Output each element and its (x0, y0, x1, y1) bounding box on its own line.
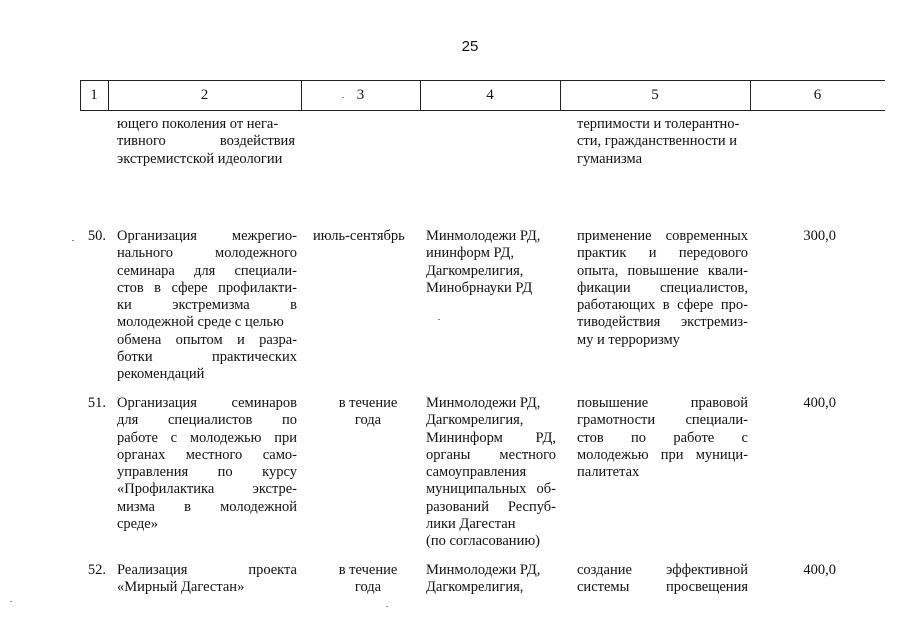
scan-speck (438, 319, 440, 320)
text-line: ки экстремизма в (117, 297, 297, 314)
event-period (313, 228, 413, 245)
text-line: ющего поколения от нега- (117, 116, 279, 132)
text-line: Минмолодежи РД, (426, 562, 541, 578)
row-number: 50. (87, 228, 106, 244)
text-line: палитетах (577, 464, 640, 481)
text-line: экстремистской идеологии (117, 150, 283, 167)
text-line: семинара для специали- (117, 262, 297, 279)
column-header-6: 6 (813, 87, 822, 103)
continuation-description (117, 116, 295, 168)
row-number: 51. (87, 395, 106, 411)
text-line: самоуправления (426, 464, 527, 481)
text-line: стов в сфере профилакти- (117, 279, 297, 296)
text-line: повышение правовой (577, 395, 748, 411)
text-line: Минмолодежи РД, (426, 228, 541, 244)
funding-amount: 400,0 (803, 562, 836, 578)
scan-speck (342, 97, 344, 98)
text-line: Дагкомрелигия, (426, 412, 524, 429)
text-line: рекомендаций (117, 366, 205, 383)
text-line: Реализация проекта (117, 562, 297, 578)
responsible-bodies (426, 562, 556, 597)
event-description (117, 395, 297, 533)
text-line: Организация межрегио- (117, 228, 297, 244)
text-line: года (354, 579, 382, 596)
funding-amount: 300,0 (803, 228, 836, 244)
text-line: стов по работе с (577, 429, 748, 446)
text-line: создание эффективной (577, 562, 748, 578)
text-line: молодежью при муници- (577, 446, 748, 463)
text-line: обмена опытом и разра- (117, 331, 297, 348)
text-line: применение современных (577, 228, 748, 244)
text-line: года (354, 412, 382, 429)
text-line: среде» (117, 516, 158, 533)
text-line: тивного воздействия (117, 133, 295, 150)
text-line: тиводействия экстремиз- (577, 314, 748, 331)
text-line: лики Дагестан (426, 516, 516, 533)
continuation-result (577, 116, 748, 168)
text-line: «Мирный Дагестан» (117, 579, 245, 596)
text-line: грамотности специали- (577, 412, 748, 429)
text-line: ининформ РД, (426, 245, 515, 262)
responsible-bodies (426, 395, 556, 551)
text-line: Минмолодежи РД, (426, 395, 541, 411)
text-line: июль-сентябрь (313, 228, 405, 244)
text-line: молодежной среде с целью (117, 314, 284, 331)
text-line: Минобрнауки РД (426, 279, 533, 296)
text-line: Дагкомрелигия, (426, 262, 524, 279)
text-line: для специалистов по (117, 412, 297, 429)
text-line: гуманизма (577, 150, 643, 167)
text-line: системы просвещения (577, 579, 748, 596)
text-line: Дагкомрелигия, (426, 579, 524, 596)
event-period (313, 395, 423, 430)
scan-speck (10, 601, 12, 602)
column-header-5: 5 (651, 87, 659, 103)
column-header-3: 3 (356, 87, 365, 103)
text-line: органах местного само- (117, 446, 297, 463)
text-line: управления по курсу (117, 464, 297, 481)
expected-result (577, 562, 748, 597)
text-line: разований Респуб- (426, 498, 556, 515)
funding-amount: 400,0 (803, 395, 836, 411)
text-line: работающих в сфере про- (577, 297, 748, 314)
text-line: фикации специалистов, (577, 279, 748, 296)
event-description (117, 562, 297, 597)
text-line: терпимости и толерантно- (577, 116, 740, 132)
table-header-row (80, 80, 885, 111)
text-line: опыта, повышение квали- (577, 262, 748, 279)
text-line: работе с молодежью при (117, 429, 297, 446)
text-line: «Профилактика экстре- (117, 481, 297, 498)
row-number: 52. (87, 562, 106, 578)
text-line: ботки практических (117, 349, 297, 366)
text-line: му и терроризму (577, 331, 680, 348)
page-number: 25 (461, 38, 479, 55)
text-line: Мининформ РД, (426, 429, 556, 446)
text-line: мизма в молодежной (117, 498, 297, 515)
text-line: (по согласованию) (426, 533, 540, 550)
scan-speck (386, 606, 388, 607)
column-header-2: 2 (200, 87, 209, 103)
scan-speck (72, 240, 74, 241)
expected-result (577, 395, 748, 481)
column-header-4: 4 (486, 87, 494, 103)
text-line: в течение (338, 562, 398, 578)
text-line: органы местного (426, 446, 556, 463)
text-line: сти, гражданственности и (577, 133, 738, 150)
event-description (117, 228, 297, 384)
responsible-bodies (426, 228, 556, 297)
text-line: Организация семинаров (117, 395, 297, 411)
text-line: практик и передового (577, 245, 748, 262)
text-line: в течение (338, 395, 398, 411)
text-line: муниципальных об- (426, 481, 556, 498)
text-line: нального молодежного (117, 245, 297, 262)
event-period (313, 562, 423, 597)
expected-result (577, 228, 748, 349)
column-header-1: 1 (90, 87, 98, 103)
